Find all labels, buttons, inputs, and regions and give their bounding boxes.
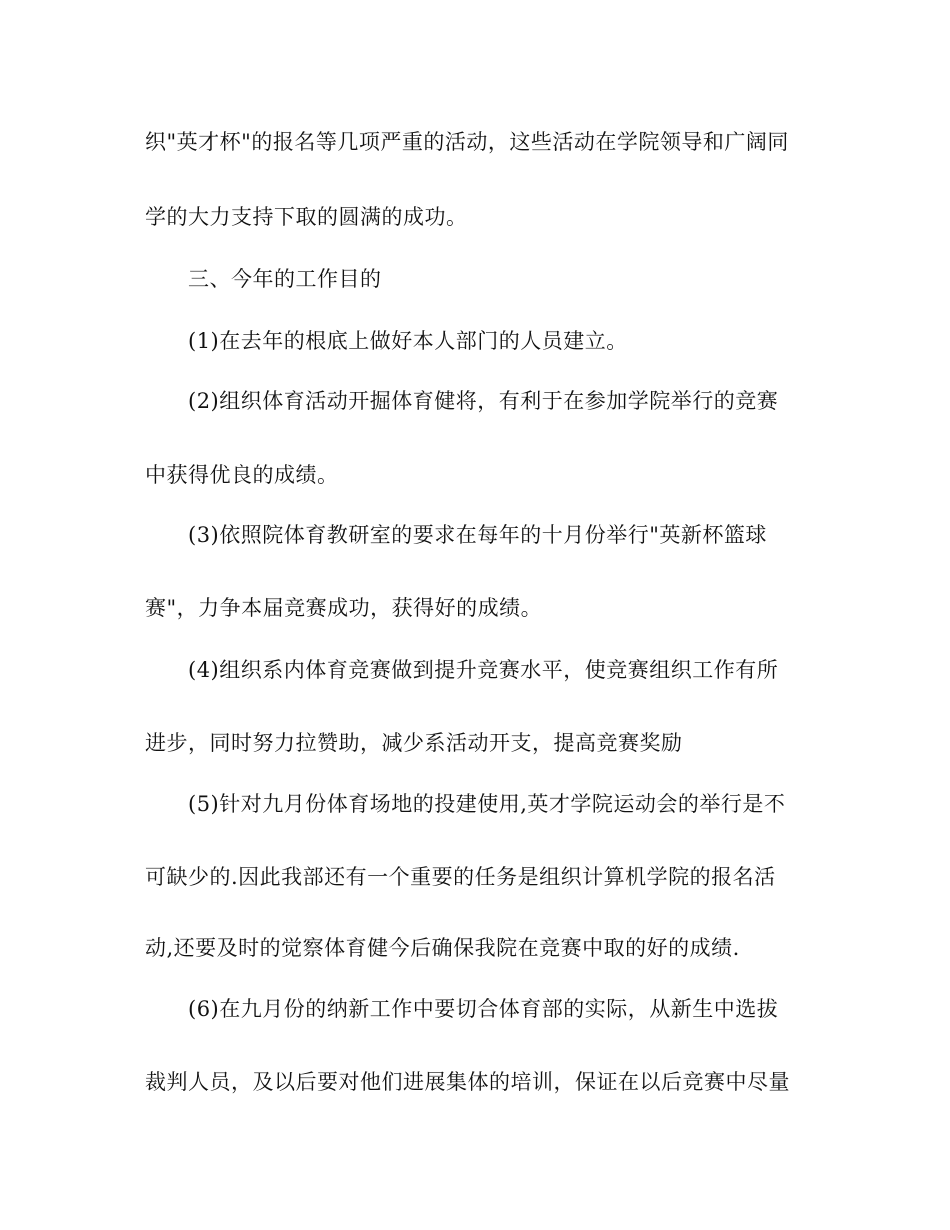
list-item-1: (1)在去年的根底上做好本人部门的人员建立。 bbox=[188, 329, 628, 353]
list-item-3-line-2: 赛"，力争本届竞赛成功，获得好的成绩。 bbox=[145, 596, 543, 620]
list-item-5-line-3: 动,还要及时的觉察体育健今后确保我院在竞赛中取的好的成绩. bbox=[145, 936, 740, 960]
section-heading: 三、今年的工作目的 bbox=[188, 267, 382, 291]
list-item-2-line-1: (2)组织体育活动开掘体育健将，有利于在参加学院举行的竞赛 bbox=[188, 389, 779, 413]
paragraph-line-2: 学的大力支持下取的圆满的成功。 bbox=[145, 205, 468, 229]
list-item-2-line-2: 中获得优良的成绩。 bbox=[145, 463, 339, 487]
list-item-5-line-1: (5)针对九月份体育场地的投建使用,英才学院运动会的举行是不 bbox=[188, 792, 786, 816]
paragraph-line-1: 织"英才杯"的报名等几项严重的活动，这些活动在学院领导和广阔同 bbox=[145, 130, 789, 154]
list-item-4-line-2: 进步，同时努力拉赞助，减少系活动开支，提高竞赛奖励 bbox=[145, 731, 683, 755]
list-item-5-line-2: 可缺少的.因此我部还有一个重要的任务是组织计算机学院的报名活 bbox=[145, 865, 776, 889]
list-item-6-line-1: (6)在九月份的纳新工作中要切合体育部的实际，从新生中选拔 bbox=[188, 997, 779, 1021]
list-item-3-line-1: (3)依照院体育教研室的要求在每年的十月份举行"英新杯篮球 bbox=[188, 523, 767, 547]
list-item-6-line-2: 裁判人员，及以后要对他们进展集体的培训，保证在以后竞赛中尽量 bbox=[145, 1070, 790, 1094]
list-item-4-line-1: (4)组织系内体育竞赛做到提升竞赛水平，使竞赛组织工作有所 bbox=[188, 658, 779, 682]
